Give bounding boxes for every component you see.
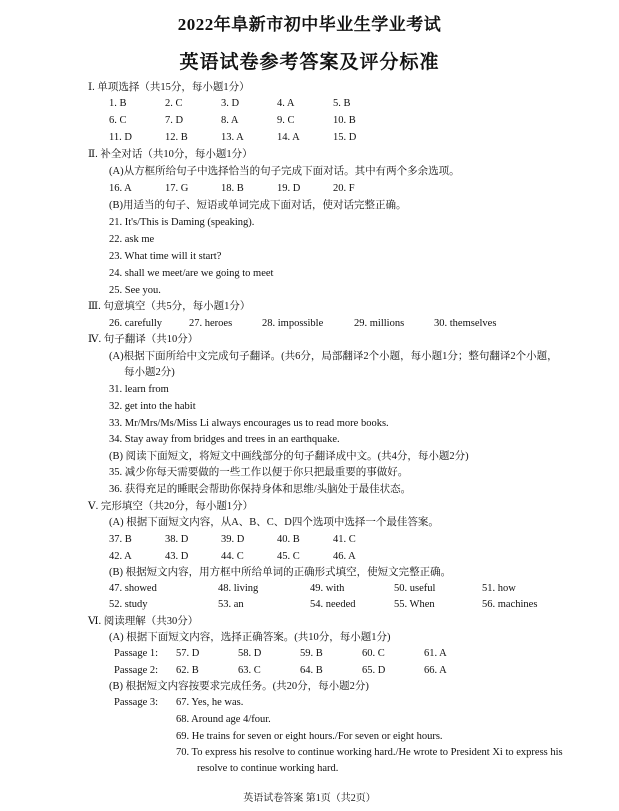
section-2-heading: Ⅱ. 补全对话（共10分，每小题1分） xyxy=(88,149,253,160)
passage-label: Passage 2: xyxy=(114,665,159,676)
answer: 39. D xyxy=(221,534,245,545)
answer: 11. D xyxy=(109,132,132,143)
answer: 53. an xyxy=(218,599,244,610)
answer-line: 25. See you. xyxy=(109,285,161,296)
instruction: (B)用适当的句子、短语或单词完成下面对话，使对话完整正确。 xyxy=(109,200,407,211)
answer: 46. A xyxy=(333,551,356,562)
instruction: (B) 根据短文内容按要求完成任务。(共20分，每小题2分) xyxy=(109,681,369,692)
answer: 14. A xyxy=(277,132,300,143)
answer: 28. impossible xyxy=(262,318,324,329)
page-footer: 英语试卷答案 第1页（共2页） xyxy=(243,793,376,804)
page-title: 2022年阜新市初中毕业生学业考试 xyxy=(177,15,442,34)
section-3-heading: Ⅲ. 句意填空（共5分，每小题1分） xyxy=(88,301,251,312)
answer: 41. C xyxy=(333,534,356,545)
answer: 51. how xyxy=(482,583,516,594)
answer-line: 31. learn from xyxy=(109,384,169,395)
answer: 47. showed xyxy=(109,583,157,594)
section-1-heading: Ⅰ. 单项选择（共15分，每小题1分） xyxy=(88,82,250,93)
answer-line: 24. shall we meet/are we going to meet xyxy=(109,268,274,279)
answer-line: 69. He trains for seven or eight hours./For seven or eight hours. xyxy=(176,731,443,742)
answer: 38. D xyxy=(165,534,189,545)
answer: 27. heroes xyxy=(189,318,233,329)
answer: 49. with xyxy=(310,583,345,594)
answer: 15. D xyxy=(333,132,357,143)
answer-line: 70. To express his resolve to continue working hard./He wrote to President Xi to express his xyxy=(176,747,563,758)
answer: 17. G xyxy=(165,183,189,194)
answer: 29. millions xyxy=(354,318,405,329)
answer: 62. B xyxy=(176,665,199,676)
instruction: (A) 根据下面短文内容，选择正确答案。(共10分，每小题1分) xyxy=(109,632,391,643)
instruction: (A) 根据下面短文内容，从A、B、C、D四个选项中选择一个最佳答案。 xyxy=(109,517,439,528)
answer: 54. needed xyxy=(310,599,356,610)
answer: 40. B xyxy=(277,534,300,545)
instruction: (B) 根据短文内容，用方框中所给单词的正确形式填空，使短文完整正确。 xyxy=(109,567,452,578)
answer-line: 34. Stay away from bridges and trees in an earthquake. xyxy=(109,434,340,445)
answer: 64. B xyxy=(300,665,323,676)
answer: 43. D xyxy=(165,551,189,562)
answer: 30. themselves xyxy=(434,318,497,329)
section-5-heading: Ⅴ. 完形填空（共20分，每小题1分） xyxy=(88,501,254,512)
answer: 18. B xyxy=(221,183,244,194)
answer: 5. B xyxy=(333,98,351,109)
answer: 42. A xyxy=(109,551,132,562)
answer: 26. carefully xyxy=(109,318,163,329)
answer: 4. A xyxy=(277,98,295,109)
answer: 65. D xyxy=(362,665,386,676)
answer: 44. C xyxy=(221,551,244,562)
answer: 37. B xyxy=(109,534,132,545)
answer: 8. A xyxy=(221,115,239,126)
answer: 55. When xyxy=(394,599,435,610)
answer-line: 67. Yes, he was. xyxy=(176,697,244,708)
instruction: (A)根据下面所给中文完成句子翻译。(共6分，局部翻译2个小题，每小题1分；整句翻译2个小题， xyxy=(109,351,558,362)
answer: 3. D xyxy=(221,98,240,109)
answer: 10. B xyxy=(333,115,356,126)
answer: 59. B xyxy=(300,648,323,659)
instruction: 每小题2分) xyxy=(124,367,175,378)
answer: 56. machines xyxy=(482,599,538,610)
instruction: (B) 阅读下面短文，将短文中画线部分的句子翻译成中文。(共4分，每小题2分) xyxy=(109,451,469,462)
answer: 61. A xyxy=(424,648,447,659)
answer-line: 35. 减少你每天需要做的一些工作以便于你只把最重要的事做好。 xyxy=(109,467,409,478)
answer: 66. A xyxy=(424,665,447,676)
answer: 57. D xyxy=(176,648,200,659)
answer: 48. living xyxy=(218,583,259,594)
answer-line: 33. Mr/Mrs/Ms/Miss Li always encourages us to read more books. xyxy=(109,418,389,429)
answer: 16. A xyxy=(109,183,132,194)
answer-line: 36. 获得充足的睡眠会帮助你保持身体和思维/头脑处于最佳状态。 xyxy=(109,484,412,495)
passage-label: Passage 1: xyxy=(114,648,159,659)
answer: 45. C xyxy=(277,551,300,562)
answer: 7. D xyxy=(165,115,184,126)
answer: 9. C xyxy=(277,115,295,126)
instruction: (A)从方框所给句子中选择恰当的句子完成下面对话。其中有两个多余选项。 xyxy=(109,166,460,177)
answer: 58. D xyxy=(238,648,262,659)
passage-label: Passage 3: xyxy=(114,697,159,708)
answer: 13. A xyxy=(221,132,244,143)
answer-line: 21. It's/This is Daming (speaking). xyxy=(109,217,255,228)
section-4-heading: Ⅳ. 句子翻译（共10分） xyxy=(88,334,199,345)
answer-line: 32. get into the habit xyxy=(109,401,196,412)
answer-line-continuation: resolve to continue working hard. xyxy=(197,763,339,774)
answer: 12. B xyxy=(165,132,188,143)
answer-line: 68. Around age 4/four. xyxy=(176,714,271,725)
answer: 6. C xyxy=(109,115,127,126)
answer: 50. useful xyxy=(394,583,436,594)
answer: 52. study xyxy=(109,599,148,610)
answer: 2. C xyxy=(165,98,183,109)
answer: 1. B xyxy=(109,98,127,109)
answer-line: 22. ask me xyxy=(109,234,155,245)
section-6-heading: Ⅵ. 阅读理解（共30分） xyxy=(88,616,199,627)
answer: 20. F xyxy=(333,183,355,194)
answer-line: 23. What time will it start? xyxy=(109,251,222,262)
answer: 19. D xyxy=(277,183,301,194)
answer: 63. C xyxy=(238,665,261,676)
answer: 60. C xyxy=(362,648,385,659)
page-subtitle: 英语试卷参考答案及评分标准 xyxy=(179,52,440,73)
